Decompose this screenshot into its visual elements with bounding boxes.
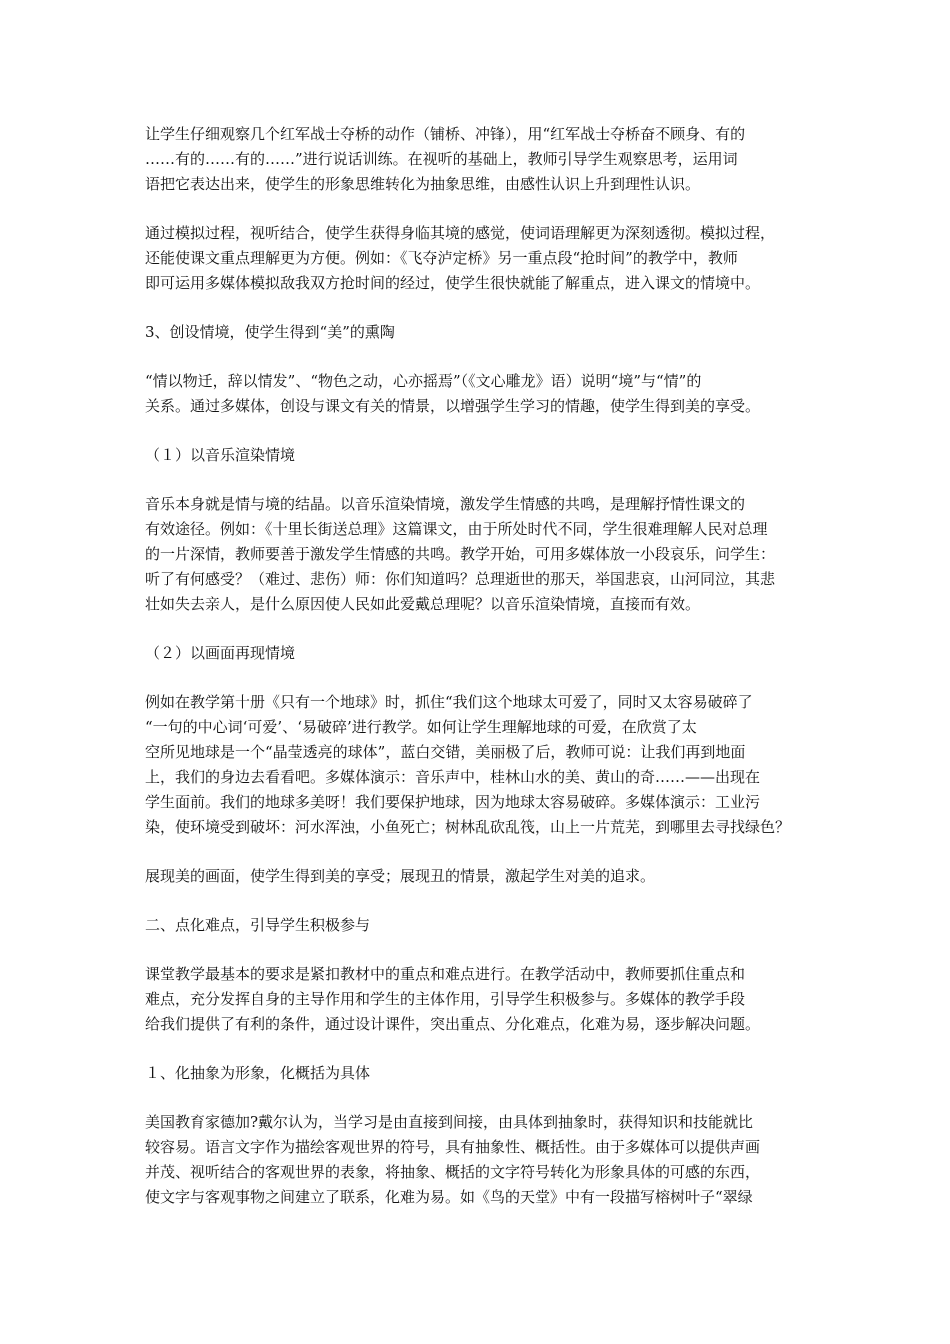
heading-text: 3、创设情境，使学生得到“美”的熏陶 xyxy=(145,323,395,341)
text-line: 壮如失去亲人，是什么原因使人民如此爱戴总理呢？以音乐渲染情境，直接而有效。 xyxy=(145,595,701,613)
paragraph-earth xyxy=(145,690,805,840)
text-line: 使文字与客观事物之间建立了联系，化难为易。如《鸟的天堂》中有一段描写榕树叶子“翠绿 xyxy=(145,1188,753,1206)
paragraph-classroom xyxy=(145,962,805,1037)
text-line: 较容易。语言文字作为描绘客观世界的符号，具有抽象性、概括性。由于多媒体可以提供声画 xyxy=(145,1138,761,1156)
text-line: ……有的……有的……”进行说话训练。在视听的基础上，教师引导学生观察思考，运用词 xyxy=(145,150,738,168)
heading-text: １、化抽象为形象，化概括为具体 xyxy=(145,1064,371,1082)
text-line: 的一片深情，教师要善于激发学生情感的共鸣。教学开始，可用多媒体放一小段哀乐，问学生： xyxy=(145,545,776,563)
text-line: 难点，充分发挥自身的主导作用和学生的主体作用，引导学生积极参与。多媒体的教学手段 xyxy=(145,990,746,1008)
text-line: 有效途径。例如：《十里长街送总理》这篇课文，由于所处时代不同，学生很难理解人民对总理 xyxy=(145,520,768,538)
text-line: 课堂教学最基本的要求是紧扣教材中的重点和难点进行。在教学活动中，教师要抓住重点和 xyxy=(145,965,746,983)
text-line: 染，使环境受到破坏：河水浑浊，小鱼死亡；树林乱砍乱筏，山上一片荒芜，到哪里去寻找绿色？ xyxy=(145,818,791,836)
text-line: 上，我们的身边去看看吧。多媒体演示：音乐声中，桂林山水的美、黄山的奇……——出现在 xyxy=(145,768,761,786)
subsection-heading-abstract xyxy=(145,1061,805,1086)
text-line: 语把它表达出来，使学生的形象思维转化为抽象思维，由感性认识上升到理性认识。 xyxy=(145,175,701,193)
text-line: 通过模拟过程，视听结合，使学生获得身临其境的感觉，使词语理解更为深刻透彻。模拟过程， xyxy=(145,224,776,242)
text-line: 美国教育家德加?戴尔认为，当学习是由直接到间接，由具体到抽象时，获得知识和技能就比 xyxy=(145,1113,754,1131)
text-line: 展现美的画面，使学生得到美的享受；展现丑的情景，激起学生对美的追求。 xyxy=(145,867,656,885)
paragraph-simulation xyxy=(145,221,805,296)
subsection-heading-music xyxy=(145,443,805,468)
paragraph-music xyxy=(145,492,805,617)
text-line: 学生面前。我们的地球多美呀！我们要保护地球，因为地球太容易破碎。多媒体演示：工业污 xyxy=(145,793,761,811)
text-line: 关系。通过多媒体，创设与课文有关的情景，以增强学生学习的情趣，使学生得到美的享受。 xyxy=(145,397,761,415)
paragraph-observe-actions xyxy=(145,122,805,197)
heading-text: 二、点化难点，引导学生积极参与 xyxy=(145,916,371,934)
text-line: 例如在教学第十册《只有一个地球》时，抓住“我们这个地球太可爱了，同时又太容易破碎了 xyxy=(145,693,753,711)
text-line: 听了有何感受？（难过、悲伤）师：你们知道吗？总理逝世的那天，举国悲哀，山河同泣，其悲 xyxy=(145,570,776,588)
text-line: 让学生仔细观察几个红军战士夺桥的动作（铺桥、冲锋），用“红军战士夺桥奋不顾身、有的 xyxy=(145,125,746,143)
text-line: “一句的中心词‘可爱’、‘易破碎’进行教学。如何让学生理解地球的可爱，在欣赏了太 xyxy=(145,718,697,736)
text-line: 还能使课文重点理解更为方便。例如：《飞夺泸定桥》另一重点段“抢时间”的教学中，教师 xyxy=(145,249,738,267)
document-page xyxy=(145,122,805,1234)
heading-text: （２）以画面再现情境 xyxy=(145,644,296,662)
paragraph-dale xyxy=(145,1110,805,1210)
text-line: 并茂、视听结合的客观世界的表象，将抽象、概括的文字符号转化为形象具体的可感的东西， xyxy=(145,1163,761,1181)
paragraph-wenxin-diaolong xyxy=(145,369,805,419)
heading-text: （１）以音乐渲染情境 xyxy=(145,446,296,464)
text-line: 即可运用多媒体模拟敌我双方抢时间的经过，使学生很快就能了解重点，进入课文的情境中。 xyxy=(145,274,761,292)
section-heading-two xyxy=(145,913,805,938)
text-line: 给我们提供了有利的条件，通过设计课件，突出重点、分化难点，化难为易，逐步解决问题。 xyxy=(145,1015,761,1033)
subsection-heading-picture xyxy=(145,641,805,666)
text-line: “情以物迁，辞以情发”、“物色之动，心亦摇焉”（《文心雕龙》语）说明“境”与“情”的 xyxy=(145,372,702,390)
section-heading-3 xyxy=(145,320,805,345)
paragraph-beauty xyxy=(145,864,805,889)
text-line: 空所见地球是一个“晶莹透亮的球体”，蓝白交错，美丽极了后，教师可说：让我们再到地面 xyxy=(145,743,746,761)
text-line: 音乐本身就是情与境的结晶。以音乐渲染情境，激发学生情感的共鸣，是理解抒情性课文的 xyxy=(145,495,746,513)
